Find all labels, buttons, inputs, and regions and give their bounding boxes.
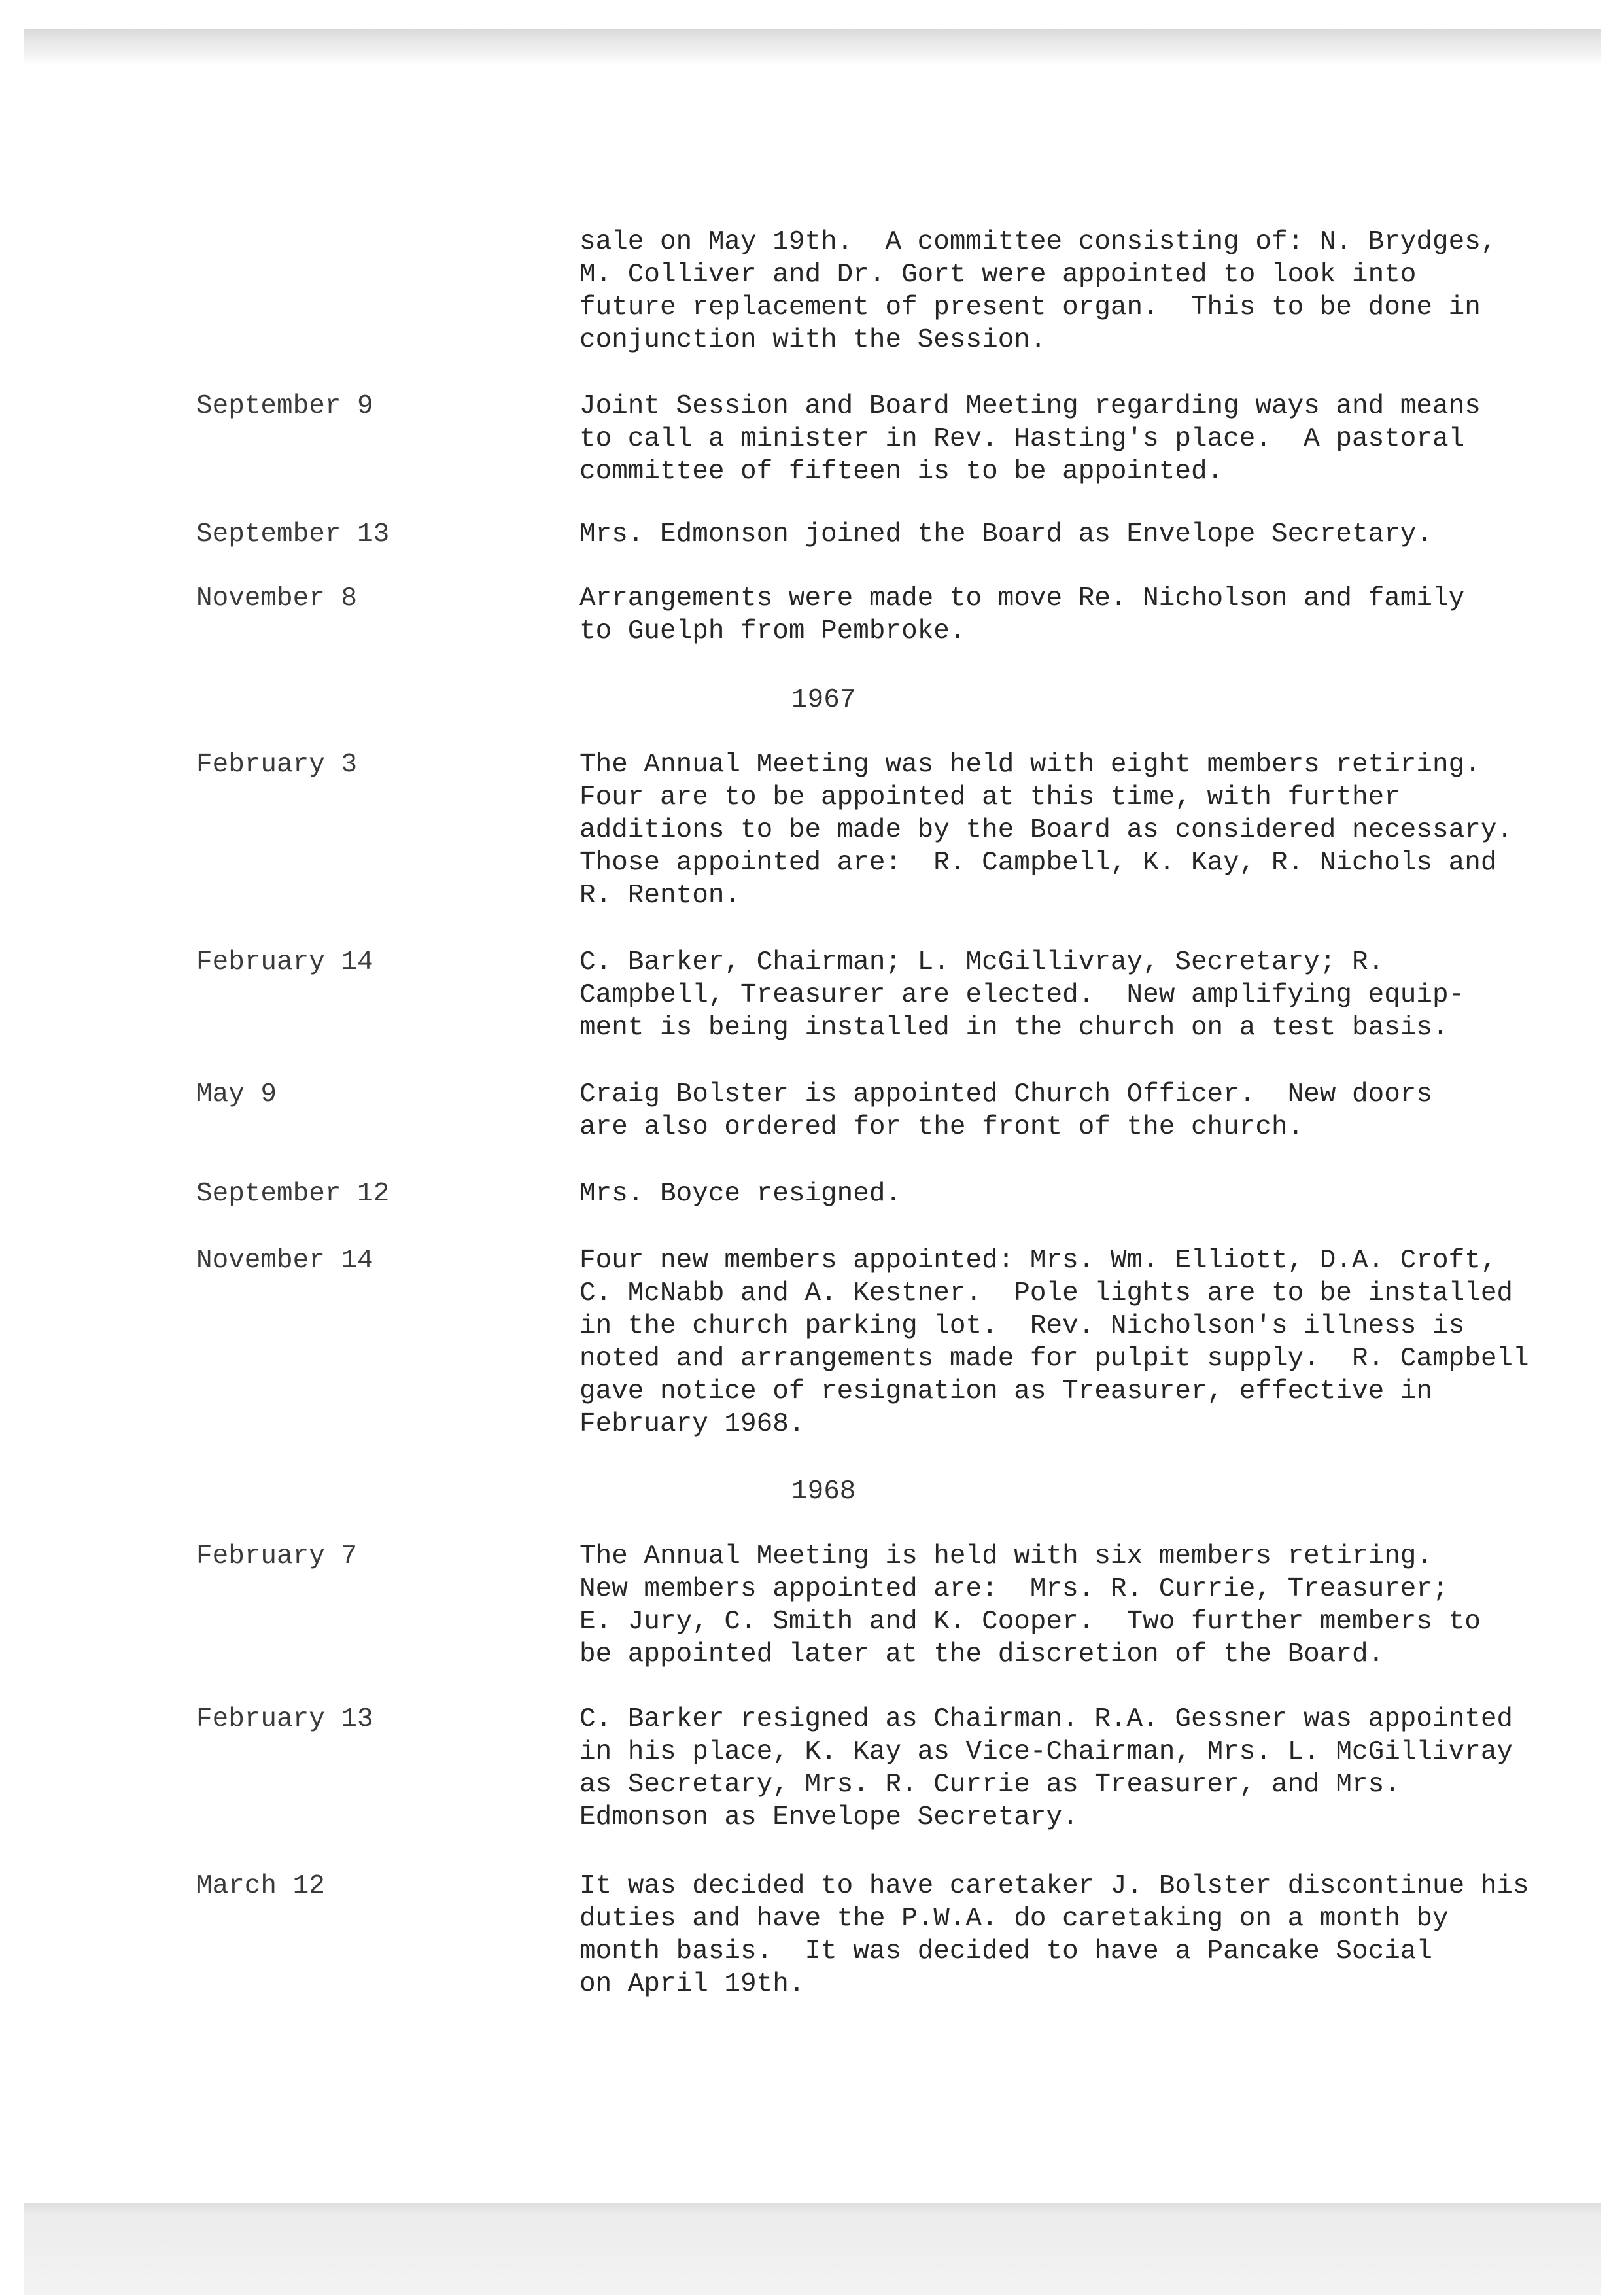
entry-date: May 9 [196, 1079, 277, 1110]
entry-date: February 13 [196, 1704, 373, 1734]
entry-date: September 12 [196, 1179, 390, 1209]
entry-text: Mrs. Edmonson joined the Board as Envelope Secretary. [579, 519, 1433, 550]
entry-date: February 14 [196, 947, 373, 977]
entry-date: February 3 [196, 750, 358, 780]
entry-date: November 14 [196, 1246, 373, 1276]
entry-text: The Annual Meeting was held with eight members retiring. Four are to be appointed at this time, with further additions to be made by the Board as considered necessary. Those appointed are: R. Campbell, K. Kay, R. Nichols and R. Renton. [579, 750, 1513, 911]
entry-text: The Annual Meeting is held with six members retiring. New members appointed are: Mrs. R. Currie, Treasurer; E. Jury, C. Smith and K. Cooper. Two further members to be appointed later at the discretion of the Board. [579, 1541, 1481, 1670]
entry-text: Mrs. Boyce resigned. [579, 1179, 902, 1209]
entry-text: C. Barker, Chairman; L. McGillivray, Secretary; R. Campbell, Treasurer are elected. New amplifying equip- ment is being installed in the church on a test basis. [579, 947, 1465, 1043]
entry-date: September 13 [196, 519, 390, 550]
entry-text: Craig Bolster is appointed Church Officer. New doors are also ordered for the front of the church. [579, 1079, 1433, 1142]
entry-date: February 7 [196, 1541, 358, 1571]
entry-date: March 12 [196, 1871, 325, 1901]
year-heading: 1968 [791, 1477, 856, 1507]
entry-text: Joint Session and Board Meeting regarding ways and means to call a minister in Rev. Hasting's place. A pastoral committee of fifteen is to be appointed. [579, 391, 1481, 487]
entry-text: Arrangements were made to move Re. Nicholson and family to Guelph from Pembroke. [579, 584, 1465, 646]
entry-date: November 8 [196, 584, 358, 614]
entry-text: It was decided to have caretaker J. Bolster discontinue his duties and have the P.W.A. do caretaking on a month by month basis. It was decided to have a Pancake Social on April 19th. [579, 1871, 1529, 1999]
entry-text: C. Barker resigned as Chairman. R.A. Gessner was appointed in his place, K. Kay as Vice-Chairman, Mrs. L. McGillivray as Secretary, Mrs. R. Currie as Treasurer, and Mrs. Edmonson as Envelope Secretary. [579, 1704, 1513, 1832]
year-heading: 1967 [791, 685, 856, 715]
scan-bottom-edge [24, 2203, 1601, 2295]
entry-text-continuation: sale on May 19th. A committee consisting of: N. Brydges, M. Colliver and Dr. Gort were appointed to look into future replacement of present organ. This to be done in conjunction with the Session. [579, 227, 1497, 355]
entry-date: September 9 [196, 391, 373, 421]
entry-text: Four new members appointed: Mrs. Wm. Elliott, D.A. Croft, C. McNabb and A. Kestner. Pole lights are to be installed in the church parking lot. Rev. Nicholson's illness is noted and arrangements made for pulpit supply. R. Campbell gave notice of resignation as Treasurer, effective in February 1968. [579, 1246, 1529, 1439]
